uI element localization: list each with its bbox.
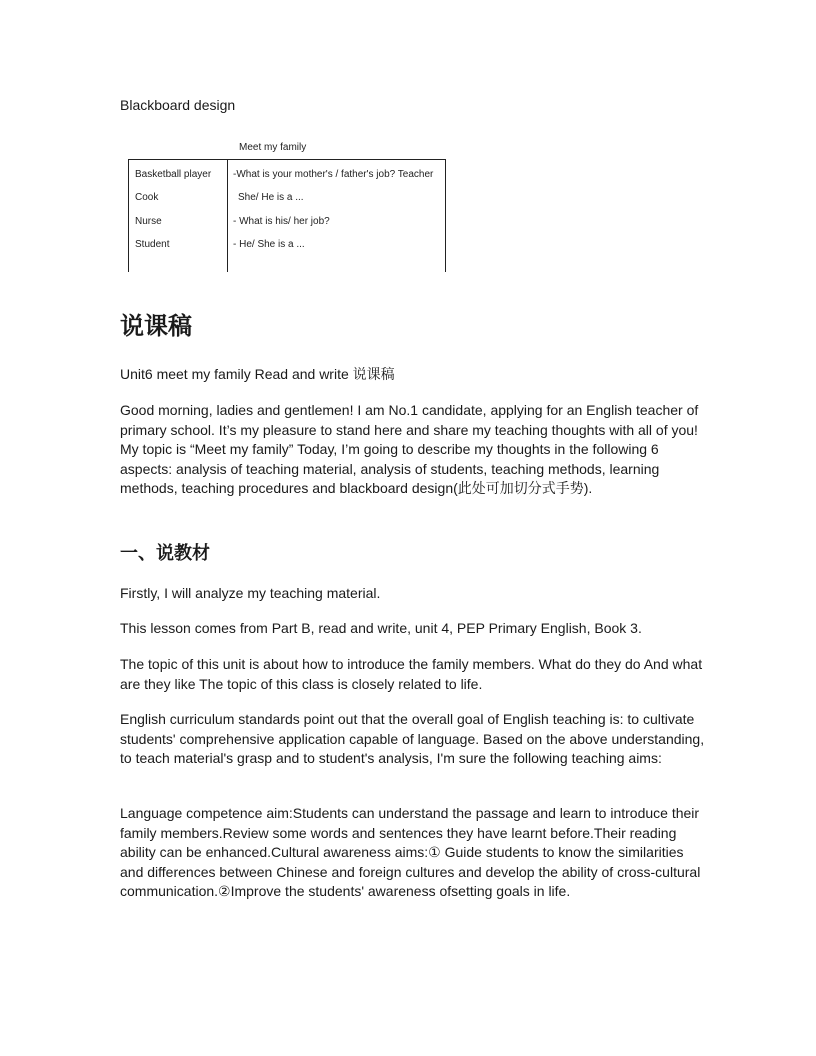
subtitle: Unit6 meet my family Read and write 说课稿 bbox=[120, 366, 395, 382]
main-heading: 说课稿 bbox=[120, 312, 192, 340]
blackboard-divider bbox=[227, 160, 228, 272]
blackboard-table bbox=[128, 159, 446, 272]
blackboard-left-item: Student bbox=[135, 239, 170, 250]
blackboard-left-item: Basketball player bbox=[135, 169, 212, 180]
blackboard-right-item: - He/ She is a ... bbox=[233, 239, 305, 250]
section-heading: 一、说教材 bbox=[120, 543, 210, 564]
paragraph: English curriculum standards point out that the overall goal of English teaching is: to cultivate students' comprehensive application capable of language. Based on the above understanding, to teach material's grasp and to student's analysis, I'm sure the following teaching aims: bbox=[120, 711, 705, 767]
blackboard-label: Blackboard design bbox=[120, 97, 236, 113]
paragraph: Firstly, I will analyze my teaching material. bbox=[120, 585, 381, 601]
blackboard-title: Meet my family bbox=[239, 142, 307, 153]
blackboard-left-item: Cook bbox=[135, 192, 159, 203]
blackboard-right-item: - What is his/ her job? bbox=[233, 216, 330, 227]
blackboard-right-item: She/ He is a ... bbox=[238, 192, 304, 203]
paragraph: Language competence aim:Students can understand the passage and learn to introduce their family members.Review some words and sentences they have learnt before.Their reading ability can be enhanced.Cultural awareness aims:① Guide students to know the similarities and differences between Chinese and foreign cultures and develop the ability of cross-cultural communication.②Improve the students' awareness ofsetting goals in life. bbox=[120, 805, 701, 900]
intro-paragraph: Good morning, ladies and gentlemen! I am No.1 candidate, applying for an English teacher of primary school. It’s my pleasure to stand here and share my teaching thoughts with all of you! My topic is “Meet my family” Today, I’m going to describe my thoughts in the following 6 aspects: analysis of teaching material, analysis of students, teaching methods, learning methods, teaching procedures and blackboard design(此处可加切分式手势). bbox=[120, 402, 699, 497]
blackboard-left-item: Nurse bbox=[135, 216, 162, 227]
blackboard-right-item: -What is your mother's / father's job? Teacher bbox=[233, 169, 434, 180]
paragraph: The topic of this unit is about how to introduce the family members. What do they do And what are they like The topic of this class is closely related to life. bbox=[120, 656, 703, 692]
paragraph: This lesson comes from Part B, read and write, unit 4, PEP Primary English, Book 3. bbox=[120, 620, 642, 636]
